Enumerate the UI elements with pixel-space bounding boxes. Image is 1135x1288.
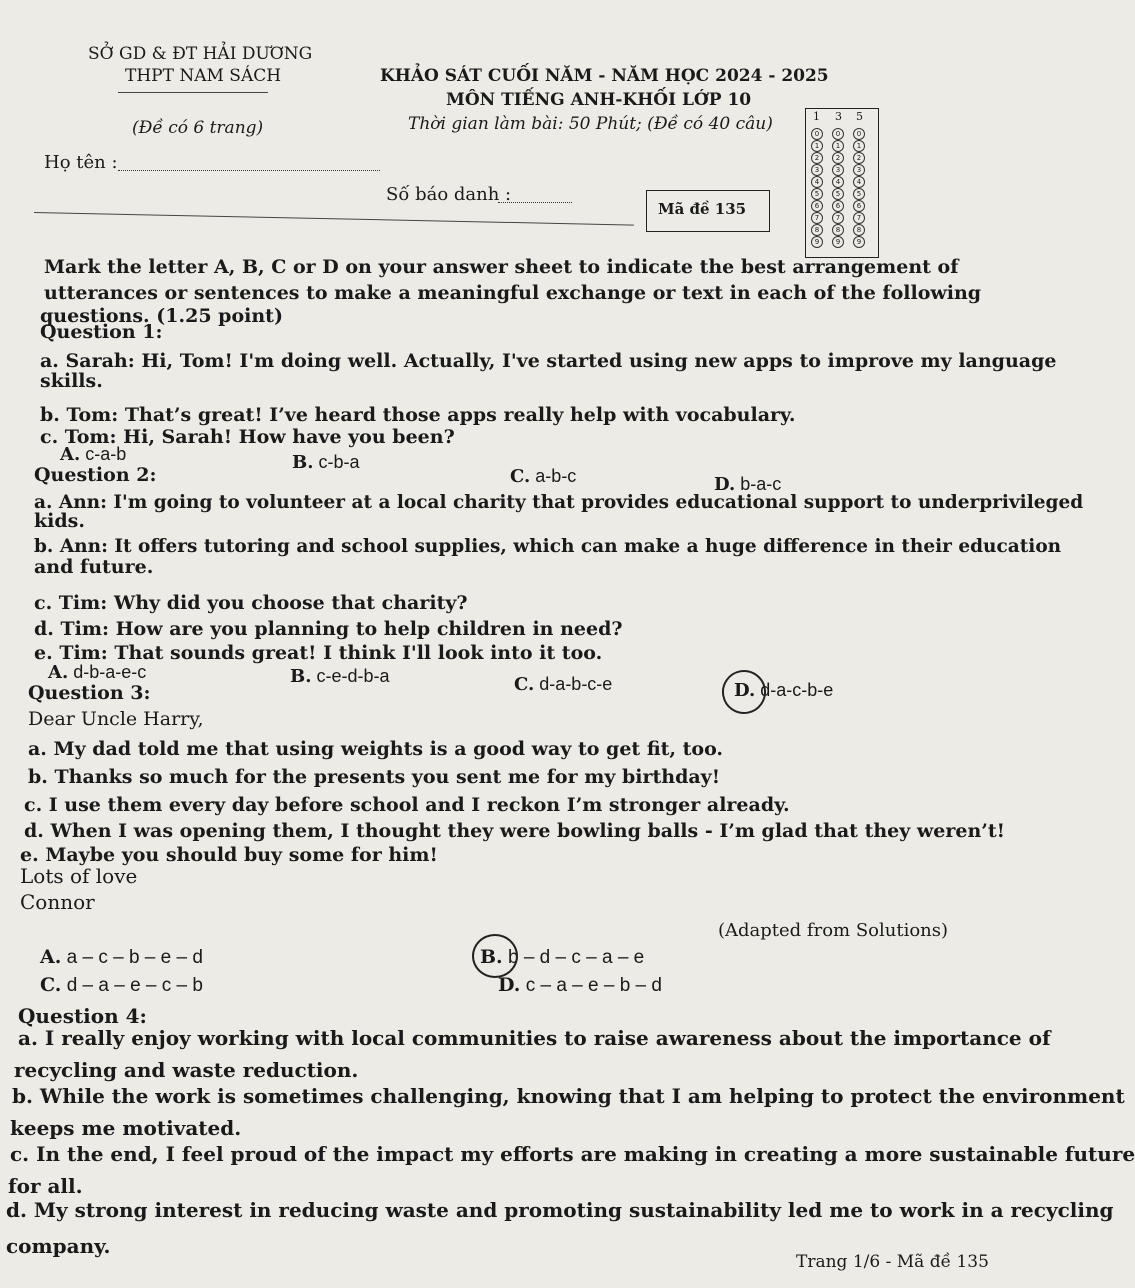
question-2-label: Question 2: [34,464,157,486]
code-bubble[interactable]: 1 [811,140,823,152]
q1-option-d[interactable]: D. b-a-c [714,474,782,495]
code-bubble[interactable]: 2 [832,152,844,164]
q4-sentence-b: b. While the work is sometimes challenging, knowing that I am helping to protect the environment [12,1084,1125,1108]
exam-time: Thời gian làm bài: 50 Phút; (Đề có 40 câu) [408,114,773,134]
exam-title: KHẢO SÁT CUỐI NĂM - NĂM HỌC 2024 - 2025 [380,66,829,86]
code-bubble[interactable]: 6 [832,200,844,212]
q2-answer-mark [719,667,770,718]
q1-utterance-a-cont: skills. [40,370,103,392]
code-bubble[interactable]: 8 [811,224,823,236]
q3-sentence-a: a. My dad told me that using weights is a good way to get fit, too. [28,738,724,760]
q4-sentence-a-cont: recycling and waste reduction. [14,1058,359,1082]
code-bubble[interactable]: 9 [853,236,865,248]
code-bubble[interactable]: 8 [853,224,865,236]
q4-sentence-a: a. I really enjoy working with local communities to raise awareness about the importance of [18,1026,1051,1050]
q2-option-c[interactable]: C. d-a-b-c-e [514,674,613,695]
department-name: SỞ GD & ĐT HẢI DƯƠNG [88,44,313,64]
q4-sentence-c: c. In the end, I feel proud of the impact my efforts are making in creating a more sustainable future [10,1142,1135,1166]
code-bubble[interactable]: 8 [832,224,844,236]
q2-utterance-b: b. Ann: It offers tutoring and school supplies, which can make a huge difference in their education [34,536,1062,557]
grid-header-1: 1 [813,110,820,123]
code-bubble[interactable]: 5 [811,188,823,200]
instructions-line-2: utterances or sentences to make a meaningful exchange or text in each of the following [44,282,982,304]
q4-sentence-d-cont: company. [6,1234,111,1258]
q2-utterance-e: e. Tim: That sounds great! I think I'll look into it too. [34,642,603,664]
code-bubble[interactable]: 2 [853,152,865,164]
q2-utterance-d: d. Tim: How are you planning to help children in need? [34,618,623,640]
grid-header-3: 5 [856,110,863,123]
code-bubble[interactable]: 4 [811,176,823,188]
q3-option-c[interactable]: C. d – a – e – c – b [40,974,203,996]
code-bubble[interactable]: 3 [853,164,865,176]
code-bubble[interactable]: 4 [853,176,865,188]
q3-closing: Lots of love [20,864,138,888]
q2-utterance-b-cont: and future. [34,556,154,578]
page-footer: Trang 1/6 - Mã đề 135 [796,1252,989,1272]
q3-greeting: Dear Uncle Harry, [28,708,204,730]
q3-option-d[interactable]: D. c – a – e – b – d [498,974,662,996]
code-bubble[interactable]: 1 [853,140,865,152]
code-bubble[interactable]: 9 [832,236,844,248]
q4-sentence-b-cont: keeps me motivated. [10,1116,242,1140]
instructions-line-1: Mark the letter A, B, C or D on your answer sheet to indicate the best arrangement of [44,256,959,278]
code-bubble[interactable]: 3 [832,164,844,176]
question-1-label: Question 1: [40,321,163,343]
id-label: Số báo danh : [386,184,512,205]
code-bubble[interactable]: 1 [832,140,844,152]
code-bubble[interactable]: 9 [811,236,823,248]
exam-subject: MÔN TIẾNG ANH-KHỐI LỚP 10 [446,90,752,110]
code-bubble[interactable]: 5 [832,188,844,200]
q2-utterance-a: a. Ann: I'm going to volunteer at a local charity that provides educational support to underprivileged [34,492,1084,513]
code-bubble[interactable]: 2 [811,152,823,164]
instructions-line-3: questions. (1.25 point) [40,305,283,327]
id-dotted-line [498,202,572,203]
grid-header-2: 3 [835,110,842,123]
q1-option-b[interactable]: B. c-b-a [292,452,360,473]
q3-source: (Adapted from Solutions) [718,920,949,941]
q1-option-c[interactable]: C. a-b-c [510,466,577,487]
code-bubble[interactable]: 6 [853,200,865,212]
q3-sentence-d: d. When I was opening them, I thought they were bowling balls - I’m glad that they weren’t! [24,820,1005,842]
header-rule [34,212,634,226]
code-bubble[interactable]: 0 [853,128,865,140]
code-bubble[interactable]: 7 [853,212,865,224]
school-underline [118,92,268,93]
code-bubble[interactable]: 7 [811,212,823,224]
question-4-label: Question 4: [18,1004,147,1028]
q2-option-a[interactable]: A. d-b-a-e-c [48,662,147,683]
q3-option-b[interactable]: B. b – d – c – a – e [480,946,645,968]
exam-code: Mã đề 135 [658,200,747,218]
code-bubble[interactable]: 3 [811,164,823,176]
code-bubble[interactable]: 6 [811,200,823,212]
code-bubble[interactable]: 0 [811,128,823,140]
q1-utterance-b: b. Tom: That’s great! I’ve heard those apps really help with vocabulary. [40,404,796,426]
q3-answer-mark [472,934,518,978]
q2-utterance-c: c. Tim: Why did you choose that charity? [34,592,468,614]
page-count: (Đề có 6 trang) [132,118,264,138]
q1-option-a[interactable]: A. c-a-b [60,444,127,465]
question-3-label: Question 3: [28,682,151,704]
q1-utterance-a: a. Sarah: Hi, Tom! I'm doing well. Actually, I've started using new apps to improve my language [40,350,1057,372]
q3-sentence-b: b. Thanks so much for the presents you sent me for my birthday! [28,766,721,788]
school-name: THPT NAM SÁCH [125,66,282,86]
q2-utterance-a-cont: kids. [34,510,85,532]
q3-sentence-e: e. Maybe you should buy some for him! [20,844,438,866]
code-bubble[interactable]: 4 [832,176,844,188]
q4-sentence-d: d. My strong interest in reducing waste and promoting sustainability led me to work in a recycling [6,1198,1114,1222]
name-dotted-line [118,170,380,171]
q2-option-d[interactable]: D. d-a-c-b-e [734,680,834,701]
code-bubble[interactable]: 7 [832,212,844,224]
code-bubble[interactable]: 0 [832,128,844,140]
q1-utterance-c: c. Tom: Hi, Sarah! How have you been? [40,426,455,448]
q3-option-a[interactable]: A. a – c – b – e – d [40,946,203,968]
q3-sentence-c: c. I use them every day before school and I reckon I’m stronger already. [24,794,790,816]
q3-signature: Connor [20,890,95,914]
code-bubble[interactable]: 5 [853,188,865,200]
q2-option-b[interactable]: B. c-e-d-b-a [290,666,390,687]
q4-sentence-c-cont: for all. [8,1174,83,1198]
name-label: Họ tên : [44,152,118,173]
